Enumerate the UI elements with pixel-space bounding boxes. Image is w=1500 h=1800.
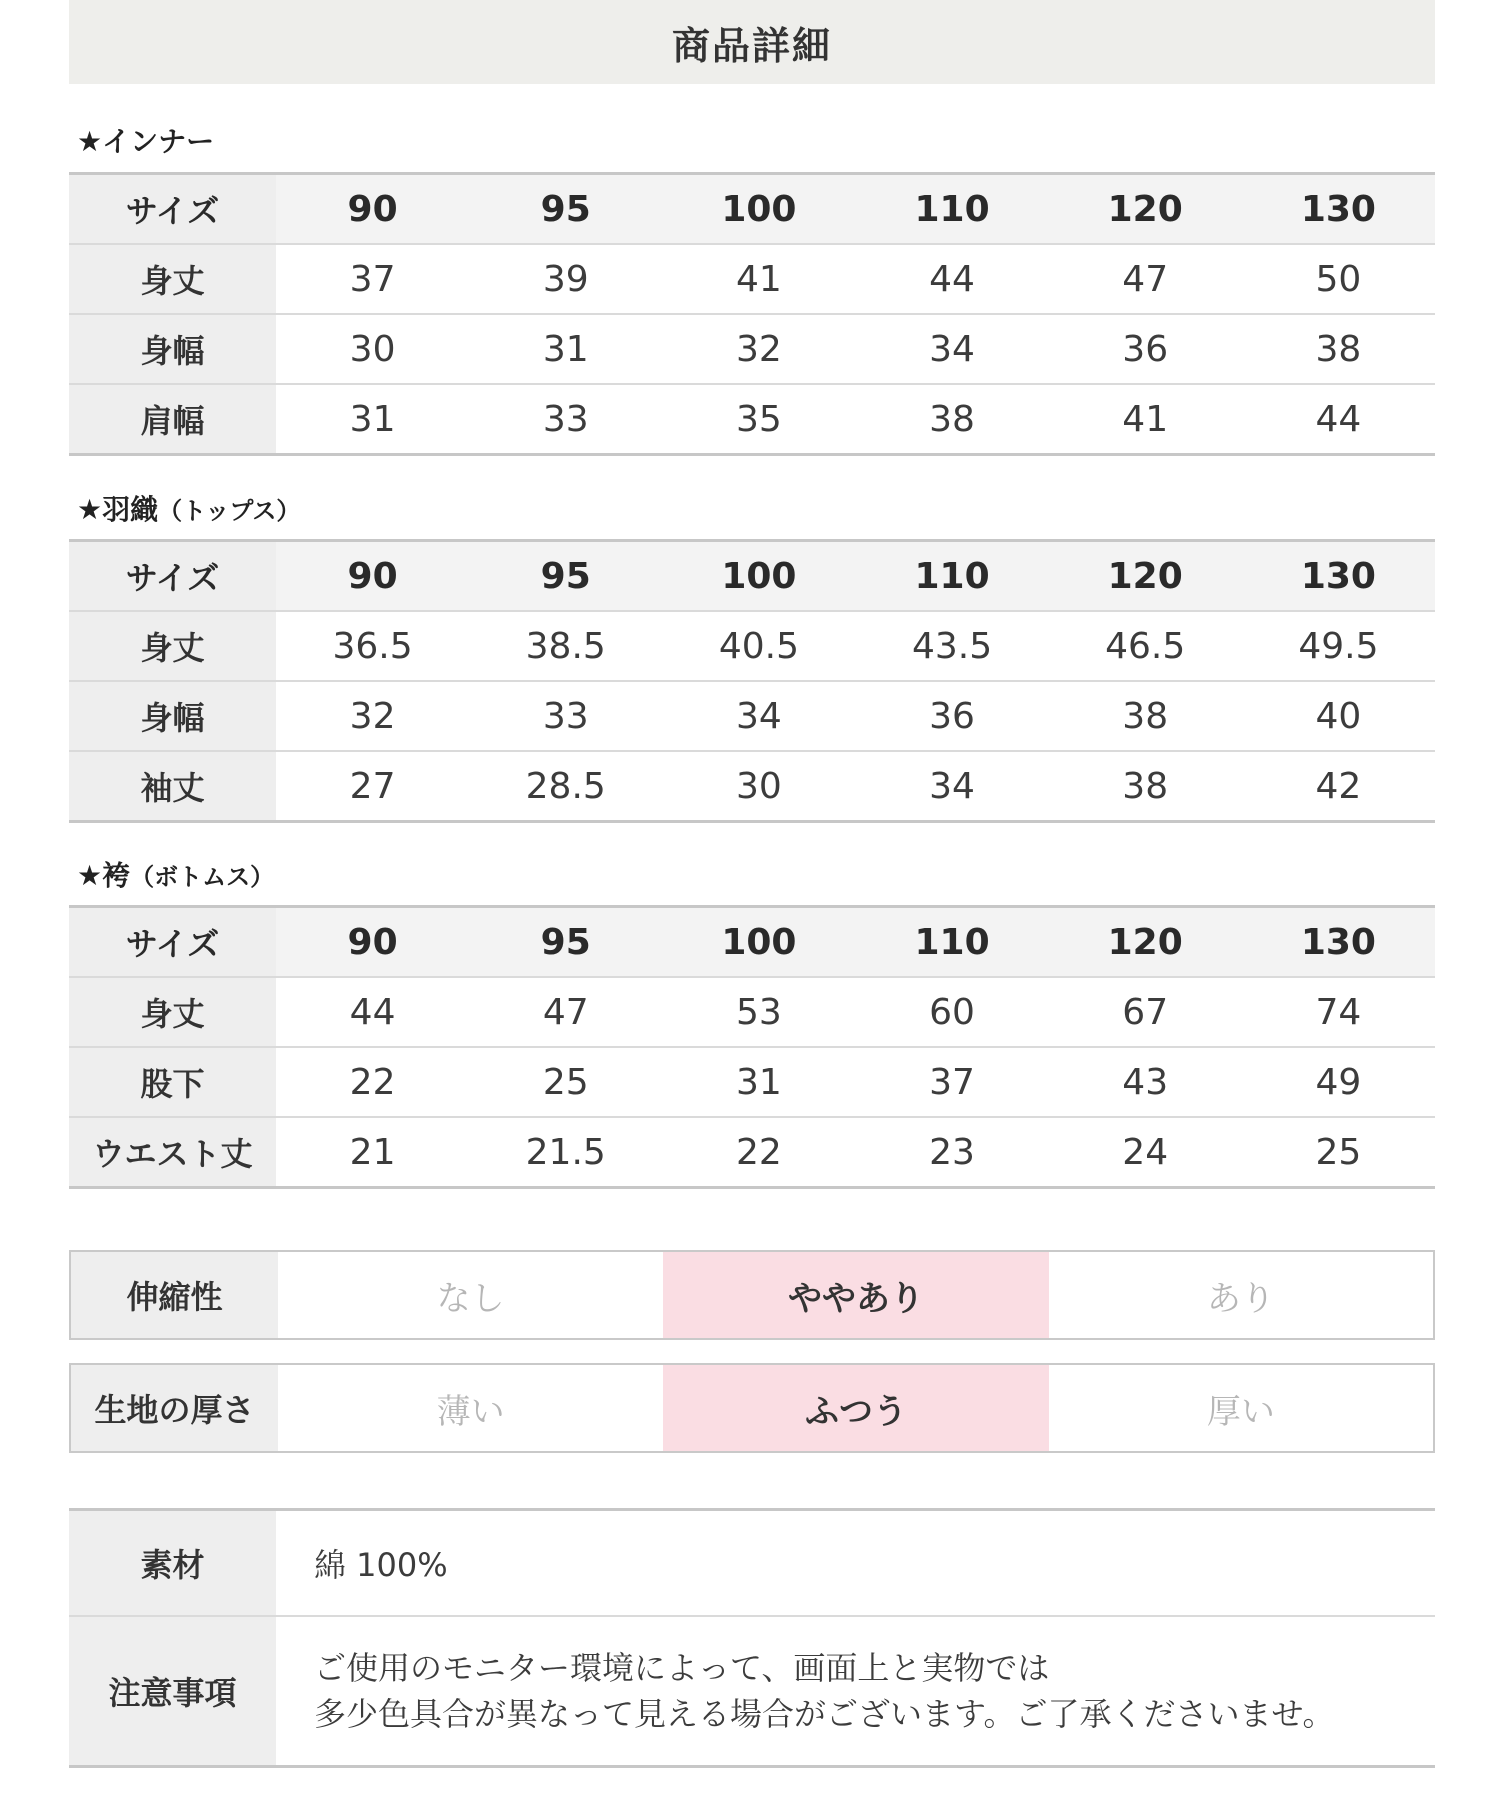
table-cell: 39 <box>469 244 662 314</box>
table-cell: 44 <box>276 977 469 1047</box>
table-cell: 95 <box>469 174 662 245</box>
table-cell: 38 <box>1049 681 1242 751</box>
caution-text <box>276 1616 1435 1767</box>
table-row <box>69 541 1435 612</box>
table-row <box>69 751 1435 822</box>
table-cell: 22 <box>735 1131 782 1173</box>
table-cell: 42 <box>1315 765 1362 807</box>
table-cell: 90 <box>276 541 469 612</box>
section-heading-note: （トップス） <box>158 497 301 525</box>
table-cell: 130 <box>1242 174 1435 245</box>
table-cell: 22 <box>276 1047 469 1117</box>
section-heading-bottoms <box>77 854 274 894</box>
row-label: 股下 <box>69 1047 276 1117</box>
section-heading-text: ★袴 <box>77 859 131 892</box>
caution-line: ご使用のモニター環境によって、画面上と実物では <box>314 1649 1050 1687</box>
section-heading-text: ★羽織 <box>77 493 159 526</box>
size-table-bottoms <box>69 905 1435 1189</box>
material-label: 素材 <box>69 1510 276 1617</box>
size-table-inner <box>69 172 1435 456</box>
table-cell: 95 <box>469 907 662 978</box>
table-cell: 27 <box>349 765 396 807</box>
scale-option: ふつう <box>663 1364 1048 1452</box>
table-cell: 36.5 <box>276 611 469 681</box>
table-cell: 34 <box>929 765 975 807</box>
table-cell: 36 <box>855 681 1048 751</box>
table-cell: 43 <box>1049 1047 1242 1117</box>
row-label: 生地の厚さ <box>70 1364 278 1452</box>
table-cell: 110 <box>855 907 1048 978</box>
table-cell: 37 <box>276 244 469 314</box>
table-cell: 44 <box>1315 398 1362 440</box>
table-cell: 24 <box>1122 1131 1169 1173</box>
row-label: 身丈 <box>69 244 276 314</box>
table-row <box>69 1047 1435 1117</box>
table-cell: 33 <box>469 681 662 751</box>
table-cell: 110 <box>855 174 1048 245</box>
table-cell: 100 <box>662 174 855 245</box>
table-cell: 43.5 <box>855 611 1048 681</box>
table-cell: 38 <box>929 398 975 440</box>
table-cell: 100 <box>662 541 855 612</box>
table-cell: 47 <box>469 977 662 1047</box>
table-cell: 30 <box>276 314 469 384</box>
row-label: 身丈 <box>69 611 276 681</box>
table-cell: 31 <box>469 314 662 384</box>
section-heading-tops <box>77 488 300 528</box>
table-cell: 41 <box>1122 398 1169 440</box>
table-row <box>69 611 1435 681</box>
section-heading-note: （ボトムス） <box>130 863 275 891</box>
row-label: 身丈 <box>69 977 276 1047</box>
table-cell: 31 <box>349 398 396 440</box>
table-cell: 28.5 <box>525 765 606 807</box>
table-cell: 120 <box>1049 907 1242 978</box>
table-row <box>70 1251 1434 1339</box>
stretch-scale <box>69 1250 1435 1340</box>
table-row <box>70 1364 1434 1452</box>
scale-option: 薄い <box>436 1391 505 1432</box>
table-row <box>69 681 1435 751</box>
table-cell: 34 <box>855 314 1048 384</box>
scale-option: なし <box>436 1278 505 1319</box>
scale-option: ややあり <box>663 1251 1048 1339</box>
table-row <box>69 1616 1435 1767</box>
row-label: サイズ <box>69 541 276 612</box>
table-cell: 40 <box>1242 681 1435 751</box>
table-cell: 74 <box>1242 977 1435 1047</box>
table-row <box>69 1117 1435 1188</box>
table-cell: 34 <box>662 681 855 751</box>
info-table <box>69 1508 1435 1768</box>
table-row <box>69 977 1435 1047</box>
table-cell: 36 <box>1049 314 1242 384</box>
table-cell: 100 <box>662 907 855 978</box>
table-cell: 33 <box>542 398 589 440</box>
table-cell: 40.5 <box>662 611 855 681</box>
table-cell: 90 <box>276 907 469 978</box>
table-cell: 120 <box>1049 174 1242 245</box>
table-cell: 32 <box>276 681 469 751</box>
section-heading-text: ★インナー <box>77 125 215 158</box>
table-row <box>69 907 1435 978</box>
scale-option: あり <box>1206 1278 1275 1319</box>
table-cell: 110 <box>855 541 1048 612</box>
row-label: 身幅 <box>69 314 276 384</box>
table-cell: 38.5 <box>469 611 662 681</box>
table-cell: 25 <box>1315 1131 1362 1173</box>
table-cell: 46.5 <box>1049 611 1242 681</box>
table-cell: 31 <box>662 1047 855 1117</box>
table-row <box>69 174 1435 245</box>
table-cell: 90 <box>276 174 469 245</box>
scale-option: 厚い <box>1206 1391 1275 1432</box>
table-cell: 32 <box>662 314 855 384</box>
size-table-tops <box>69 539 1435 823</box>
table-cell: 49 <box>1242 1047 1435 1117</box>
table-cell: 25 <box>469 1047 662 1117</box>
table-cell: 130 <box>1242 541 1435 612</box>
caution-label: 注意事項 <box>69 1616 276 1767</box>
row-label: ウエスト丈 <box>69 1117 276 1188</box>
row-label: 身幅 <box>69 681 276 751</box>
table-cell: 21 <box>349 1131 396 1173</box>
table-cell: 60 <box>855 977 1048 1047</box>
row-label: 肩幅 <box>69 384 276 455</box>
table-row <box>69 244 1435 314</box>
caution-line: 多少色具合が異なって見える場合がございます。ご了承くださいませ。 <box>314 1695 1335 1733</box>
table-cell: 38 <box>1242 314 1435 384</box>
table-cell: 38 <box>1122 765 1169 807</box>
table-cell: 30 <box>735 765 782 807</box>
table-cell: 41 <box>662 244 855 314</box>
table-row <box>69 384 1435 455</box>
table-cell: 23 <box>929 1131 975 1173</box>
row-label: 伸縮性 <box>70 1251 278 1339</box>
table-cell: 130 <box>1242 907 1435 978</box>
page-title: 商品詳細 <box>69 0 1435 84</box>
thickness-scale <box>69 1363 1435 1453</box>
table-cell: 67 <box>1049 977 1242 1047</box>
table-cell: 44 <box>855 244 1048 314</box>
table-cell: 95 <box>469 541 662 612</box>
table-cell: 21.5 <box>525 1131 606 1173</box>
section-heading-inner <box>77 120 214 160</box>
table-cell: 50 <box>1242 244 1435 314</box>
table-cell: 120 <box>1049 541 1242 612</box>
table-row <box>69 1510 1435 1617</box>
table-row <box>69 314 1435 384</box>
row-label: 袖丈 <box>69 751 276 822</box>
table-cell: 37 <box>855 1047 1048 1117</box>
row-label: サイズ <box>69 174 276 245</box>
table-cell: 53 <box>662 977 855 1047</box>
row-label: サイズ <box>69 907 276 978</box>
table-cell: 35 <box>735 398 782 440</box>
table-cell: 49.5 <box>1242 611 1435 681</box>
table-cell: 47 <box>1049 244 1242 314</box>
material-value: 綿 100% <box>276 1510 1435 1617</box>
